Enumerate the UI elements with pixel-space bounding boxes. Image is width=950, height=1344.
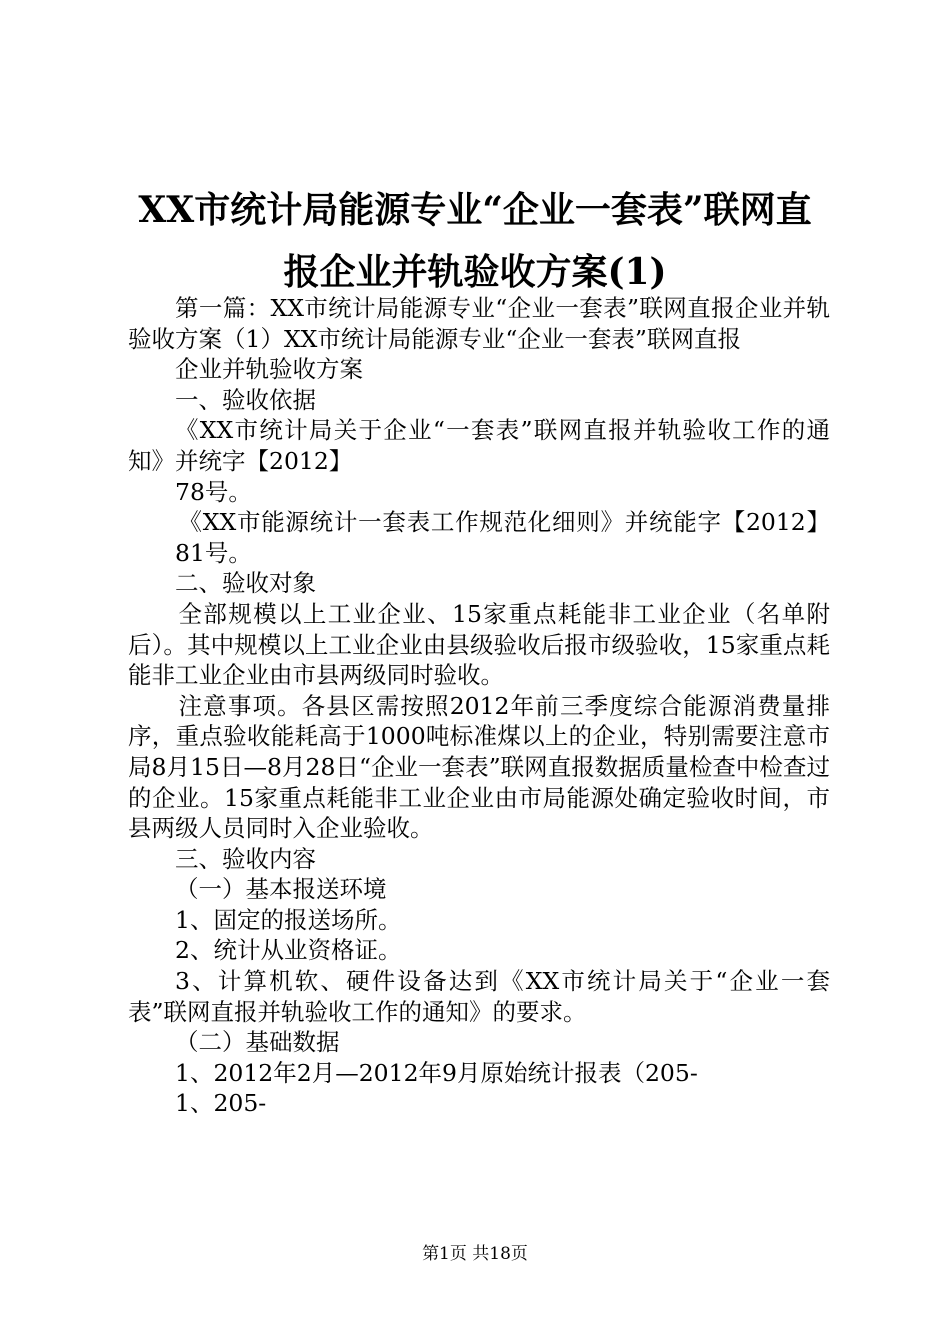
paragraph-basis-notice: 《XX市统计局关于企业“一套表”联网直报并轨验收工作的通知》并统字【2012】: [128, 416, 830, 475]
paragraph-notes: 注意事项。各县区需按照2012年前三季度综合能源消费量排序，重点验收能耗高于1000吨标准煤以上的企业，特别需要注意市局8月15日—8月28日“企业一套表”联网直报数据质量检查中检查过的企业。15家重点耗能非工业企业由市局能源处确定验收时间，市县两级人员同时入企业验收。: [128, 691, 830, 843]
paragraph-basis-number-1: 78号。: [175, 477, 252, 506]
list-item-reports-cont: 1、205-: [175, 1089, 267, 1118]
page-footer: 第1页 共18页: [422, 1244, 528, 1264]
paragraph-basis-number-2: 81号。: [175, 538, 252, 567]
subheading-environment: （一）基本报送环境: [175, 875, 387, 904]
paragraph-basis-rules: 《XX市能源统计一套表工作规范化细则》并统能字【2012】: [178, 508, 830, 537]
paragraph-targets: 全部规模以上工业企业、15家重点耗能非工业企业（名单附后）。其中规模以上工业企业由县级验收后报市级验收，15家重点耗能非工业企业由市县两级同时验收。: [128, 599, 830, 690]
document-body: [128, 293, 830, 1119]
heading-targets: 二、验收对象: [175, 569, 316, 598]
list-item-equipment: 3、计算机软、硬件设备达到《XX市统计局关于“企业一套表”联网直报并轨验收工作的通知》的要求。: [128, 967, 830, 1026]
paragraph-intro: 第一篇：XX市统计局能源专业“企业一套表”联网直报企业并轨验收方案（1）XX市统计局能源专业“企业一套表”联网直报: [128, 294, 830, 353]
list-item-venue: 1、固定的报送场所。: [175, 905, 402, 934]
document-title-line-2: 报企业并轨验收方案(1): [283, 251, 667, 293]
document-title-line-1: XX市统计局能源专业“企业一套表”联网直: [138, 189, 812, 231]
list-item-certificate: 2、统计从业资格证。: [175, 936, 402, 965]
list-item-reports: 1、2012年2月—2012年9月原始统计报表（205-: [175, 1058, 698, 1087]
heading-content: 三、验收内容: [175, 844, 316, 873]
heading-basis: 一、验收依据: [175, 385, 316, 414]
paragraph-plan-name: 企业并轨验收方案: [175, 355, 363, 384]
subheading-basic-data: （二）基础数据: [175, 1028, 340, 1057]
